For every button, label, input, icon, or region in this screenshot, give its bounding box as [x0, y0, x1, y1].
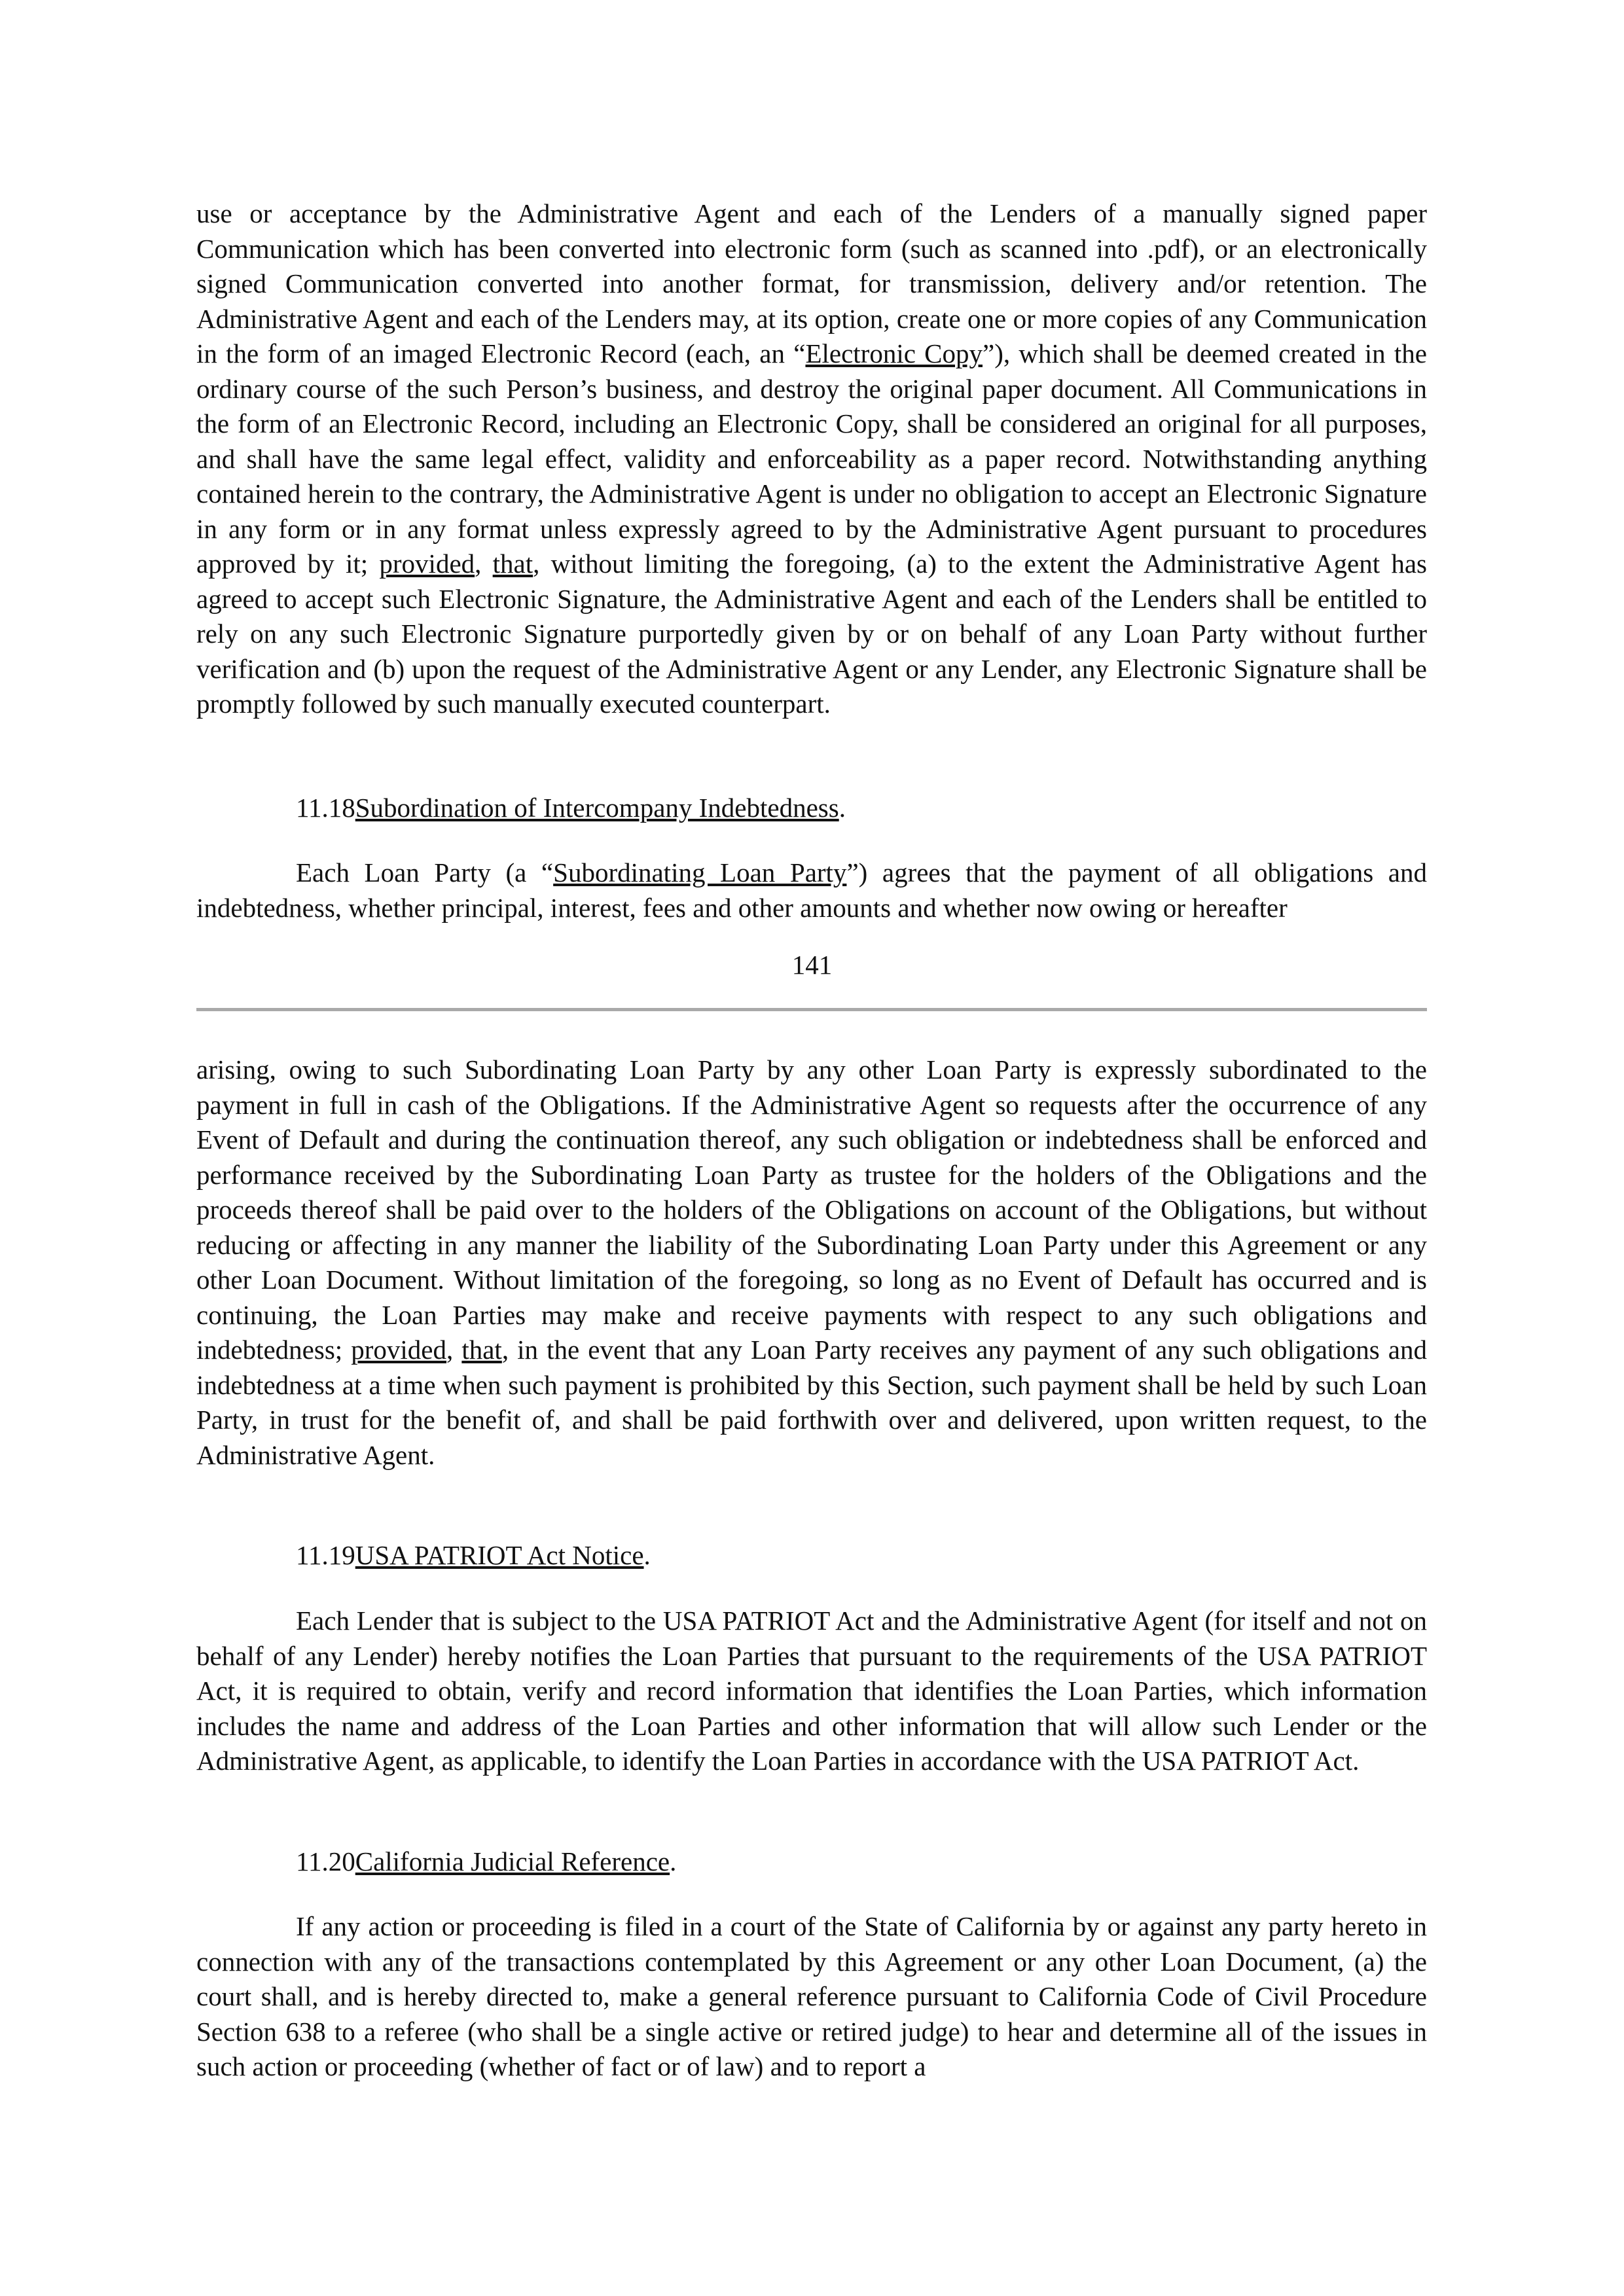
paragraph-subordination-continued: arising, owing to such Subordinating Loan Party by any other Loan Party is expressly subordinated to the payment in full in cash of the Obligations. If the Administrative Agent so requests after the occurrence of any Event of Default and during the continuation thereof, any such obligation or indebtedness shall be enforced and performance received by the Subordinating Loan Party as trustee for the holders of the Obligations and the proceeds thereof shall be paid over to the holders of the Obligations on account of the Obligations, but without reducing or affecting in any manner the liability of the Subordinating Loan Party under this Agreement or any other Loan Document. Without limitation of the foregoing, so long as no Event of Default has occurred and is continuing, the Loan Parties may make and receive payments with respect to any such obligations and indebtedness; provided, that, in the event that any Loan Party receives any payment of any such obligations and indebtedness at a time when such payment is prohibited by this Section, such payment shall be held by such Loan Party, in trust for the benefit of, and shall be paid forthwith over and delivered, upon written request, to the Administrative Agent.	[196, 1054, 1427, 1470]
page-divider	[196, 1008, 1427, 1011]
paragraph-electronic-records: use or acceptance by the Administrative Agent and each of the Lenders of a manually signed paper Communication which has been converted into electronic form (such as scanned into .pdf), or an electronically signed Communication converted into another format, for transmission, delivery and/or retention. The Administrative Agent and each of the Lenders may, at its option, create one or more copies of any Communication in the form of an imaged Electronic Record (each, an “Electronic Copy”), which shall be deemed created in the ordinary course of the such Person’s business, and destroy the original paper document. All Communications in the form of an Electronic Record, including an Electronic Copy, shall be considered an original for all purposes, and shall have the same legal effect, validity and enforceability as a paper record. Notwithstanding anything contained herein to the contrary, the Administrative Agent is under no obligation to accept an Electronic Signature in any form or in any format unless expressly agreed to by the Administrative Agent pursuant to procedures approved by it; provided, that, without limiting the foregoing, (a) to the extent the Administrative Agent has agreed to accept such Electronic Signature, the Administrative Agent and each of the Lenders shall be entitled to rely on any such Electronic Signature purportedly given by or on behalf of any Loan Party without further verification and (b) upon the request of the Administrative Agent or any Lender, any Electronic Signature shall be promptly followed by such manually executed counterpart.	[196, 198, 1427, 719]
paragraph-text: , without limiting the foregoing, (a) to the extent the Administrative Agent has agreed to accept such Electronic Signature, the Administrative Agent and each of the Lenders shall be entitled to rely on any such Electronic Signature purportedly given by or on behalf of any Loan Party without further verification and (b) upon the request of the Administrative Agent or any Lender, any Electronic Signature shall be promptly followed by such manually executed counterpart.	[196, 548, 1427, 719]
paragraph-text: , in the event that any Loan Party receives any payment of any such obligations and indebtedness at a time when such payment is prohibited by this Section, such payment shall be held by such Loan Party, in trust for the benefit of, and shall be paid forthwith over and delivered, upon written request, to the Administrative Agent.	[196, 1335, 1427, 1470]
section-heading-11-18: 11.18Subordination of Intercompany Indebtedness.	[296, 793, 846, 823]
section-number: 11.19	[296, 1540, 355, 1570]
proviso-that: that	[492, 548, 533, 579]
page-number: 141	[791, 950, 833, 980]
section-heading-11-19: 11.19USA PATRIOT Act Notice.	[296, 1540, 651, 1570]
section-number: 11.20	[296, 1846, 355, 1876]
paragraph-text: Each Loan Party (a “	[296, 857, 554, 888]
section-title: Subordination of Intercompany Indebtedness	[355, 793, 839, 823]
paragraph-text: arising, owing to such Subordinating Loan Party by any other Loan Party is expressly subordinated to the payment in full in cash of the Obligations. If the Administrative Agent so requests after the occurrence of any Event of Default and during the continuation thereof, any such obligation or indebtedness shall be enforced and performance received by the Subordinating Loan Party as trustee for the holders of the Obligations and the proceeds thereof shall be paid over to the holders of the Obligations on account of the Obligations, but without reducing or affecting in any manner the liability of the Subordinating Loan Party under this Agreement or any other Loan Document. Without limitation of the foregoing, so long as no Event of Default has occurred and is continuing, the Loan Parties may make and receive payments with respect to any such obligations and indebtedness;	[196, 1054, 1427, 1365]
paragraph-text: ”) agrees that the payment of all obligations and indebtedness, whether principal, interest, fees and other amounts and whether now owing or hereafter	[196, 857, 1427, 923]
paragraph-subordination	[196, 855, 1427, 925]
paragraph-text: ”), which shall be deemed created in the ordinary course of the such Person’s business, and destroy the original paper document. All Communications in the form of an Electronic Record, including an Electronic Copy, shall be considered an original for all purposes, and shall have the same legal effect, validity and enforceability as a paper record. Notwithstanding anything contained herein to the contrary, the Administrative Agent is under no obligation to accept an Electronic Signature in any form or in any format unless expressly agreed to by the Administrative Agent pursuant to procedures approved by it;	[196, 338, 1427, 579]
section-heading-11-20: 11.20California Judicial Reference.	[296, 1846, 677, 1876]
section-title: USA PATRIOT Act Notice	[355, 1540, 644, 1570]
paragraph-text: use or acceptance by the Administrative Agent and each of the Lenders of a manually signed paper Communication which has been converted into electronic form (such as scanned into .pdf), or an electronically signed Communication converted into another format, for transmission, delivery and/or retention. The Administrative Agent and each of the Lenders may, at its option, create one or more copies of any Communication in the form of an imaged Electronic Record (each, an “	[196, 198, 1427, 368]
defined-term-electronic-copy: Electronic Copy	[805, 338, 983, 368]
proviso-provided: provided	[351, 1335, 447, 1365]
defined-term-subordinating-loan-party: Subordinating Loan Party	[553, 857, 847, 888]
proviso-provided: provided	[379, 548, 475, 579]
proviso-that: that	[461, 1335, 502, 1365]
paragraph-patriot-act: Each Lender that is subject to the USA PATRIOT Act and the Administrative Agent (for itself and not on behalf of any Lender) hereby notifies the Loan Parties that pursuant to the requirements of the USA PATRIOT Act, it is required to obtain, verify and record information that identifies the Loan Parties, which information includes the name and address of the Loan Parties and other information that will allow such Lender or the Administrative Agent, as applicable, to identify the Loan Parties in accordance with the USA PATRIOT Act.	[196, 1605, 1427, 1776]
paragraph-judicial-reference: If any action or proceeding is filed in a court of the State of California by or against any party hereto in connection with any of the transactions contemplated by this Agreement or any other Loan Document, (a) the court shall, and is hereby directed to, make a general reference pursuant to California Code of Civil Procedure Section 638 to a referee (who shall be a single active or retired judge) to hear and determine all of the issues in such action or proceeding (whether of fact or of law) and to report a	[196, 1911, 1427, 2081]
section-title: California Judicial Reference	[355, 1846, 670, 1876]
section-number: 11.18	[296, 793, 355, 823]
